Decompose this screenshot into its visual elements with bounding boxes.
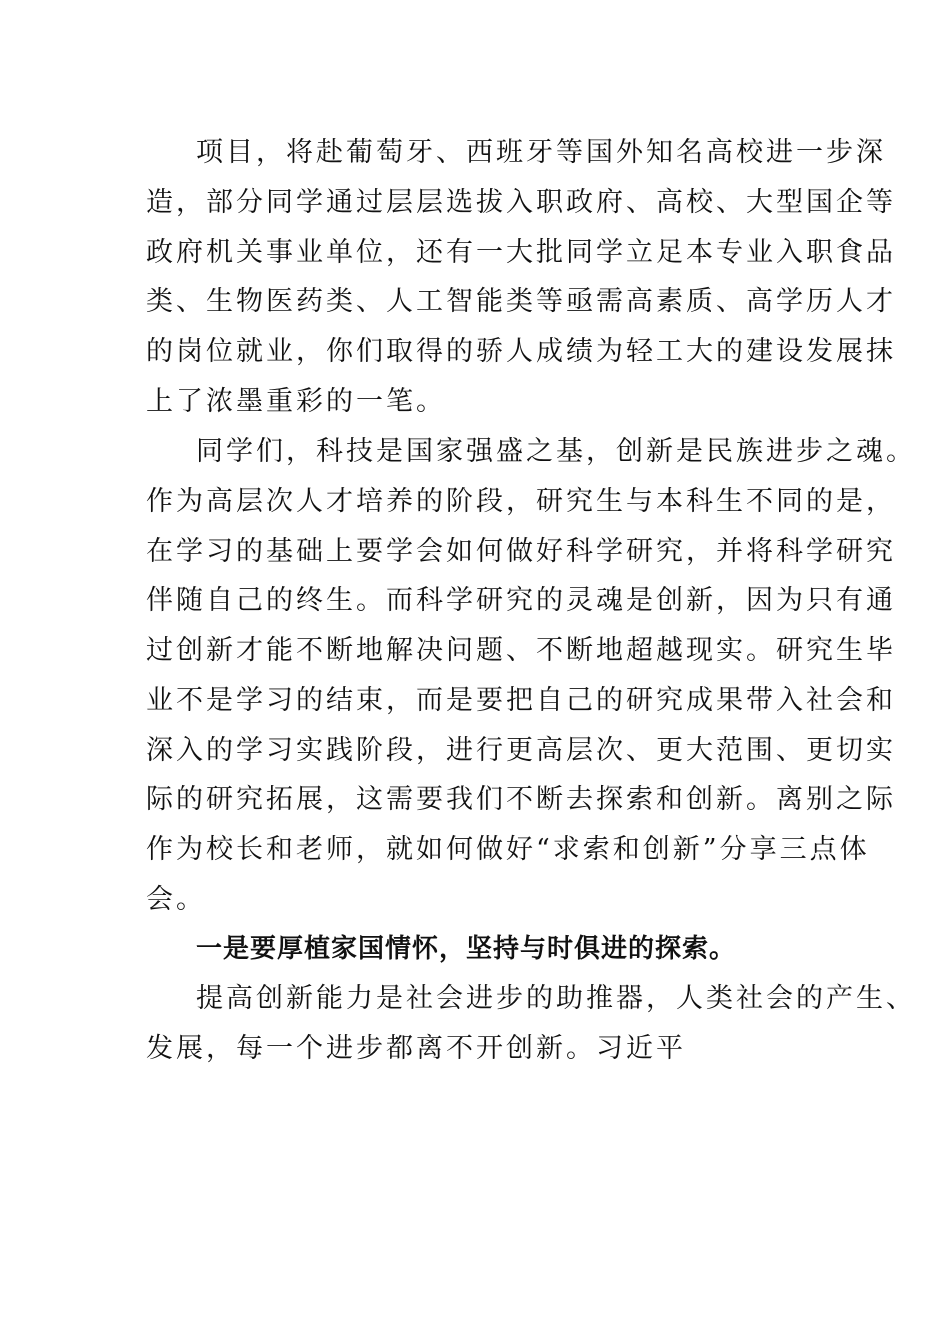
paragraph-1-line-1: 项目，将赴葡萄牙、西班牙等国外知名高校进一步深 bbox=[196, 137, 886, 168]
paragraph-2-line-8: 际的研究拓展，这需要我们不断去探索和创新。离别之际 bbox=[146, 784, 896, 815]
paragraph-2-line-6: 业不是学习的结束，而是要把自己的研究成果带入社会和 bbox=[146, 685, 896, 716]
paragraph-1-line-3: 政府机关事业单位，还有一大批同学立足本专业入职食品 bbox=[146, 237, 896, 268]
section-heading-1: 一是要厚植家国情怀，坚持与时俱进的探索。 bbox=[196, 934, 737, 964]
paragraph-2-line-3: 在学习的基础上要学会如何做好科学研究，并将科学研究 bbox=[146, 536, 896, 567]
paragraph-1-line-2: 造，部分同学通过层层选拔入职政府、高校、大型国企等 bbox=[146, 187, 896, 218]
paragraph-2-line-10: 会。 bbox=[146, 884, 206, 915]
paragraph-1-line-4: 类、生物医药类、人工智能类等亟需高素质、高学历人才 bbox=[146, 286, 896, 317]
paragraph-2-line-9: 作为校长和老师，就如何做好“求索和创新”分享三点体 bbox=[146, 834, 870, 865]
paragraph-2-line-1: 同学们，科技是国家强盛之基，创新是民族进步之魂。 bbox=[196, 436, 916, 467]
paragraph-2-line-7: 深入的学习实践阶段，进行更高层次、更大范围、更切实 bbox=[146, 735, 896, 766]
paragraph-1-line-5: 的岗位就业，你们取得的骄人成绩为轻工大的建设发展抹 bbox=[146, 336, 896, 367]
paragraph-2-line-5: 过创新才能不断地解决问题、不断地超越现实。研究生毕 bbox=[146, 635, 896, 666]
paragraph-3-line-2: 发展，每一个进步都离不开创新。习近平 bbox=[146, 1033, 686, 1064]
paragraph-2-line-2: 作为高层次人才培养的阶段，研究生与本科生不同的是， bbox=[146, 486, 896, 517]
paragraph-2-line-4: 伴随自己的终生。而科学研究的灵魂是创新，因为只有通 bbox=[146, 585, 896, 616]
paragraph-3-line-1: 提高创新能力是社会进步的助推器，人类社会的产生、 bbox=[196, 983, 916, 1014]
paragraph-1-line-6: 上了浓墨重彩的一笔。 bbox=[146, 386, 446, 417]
